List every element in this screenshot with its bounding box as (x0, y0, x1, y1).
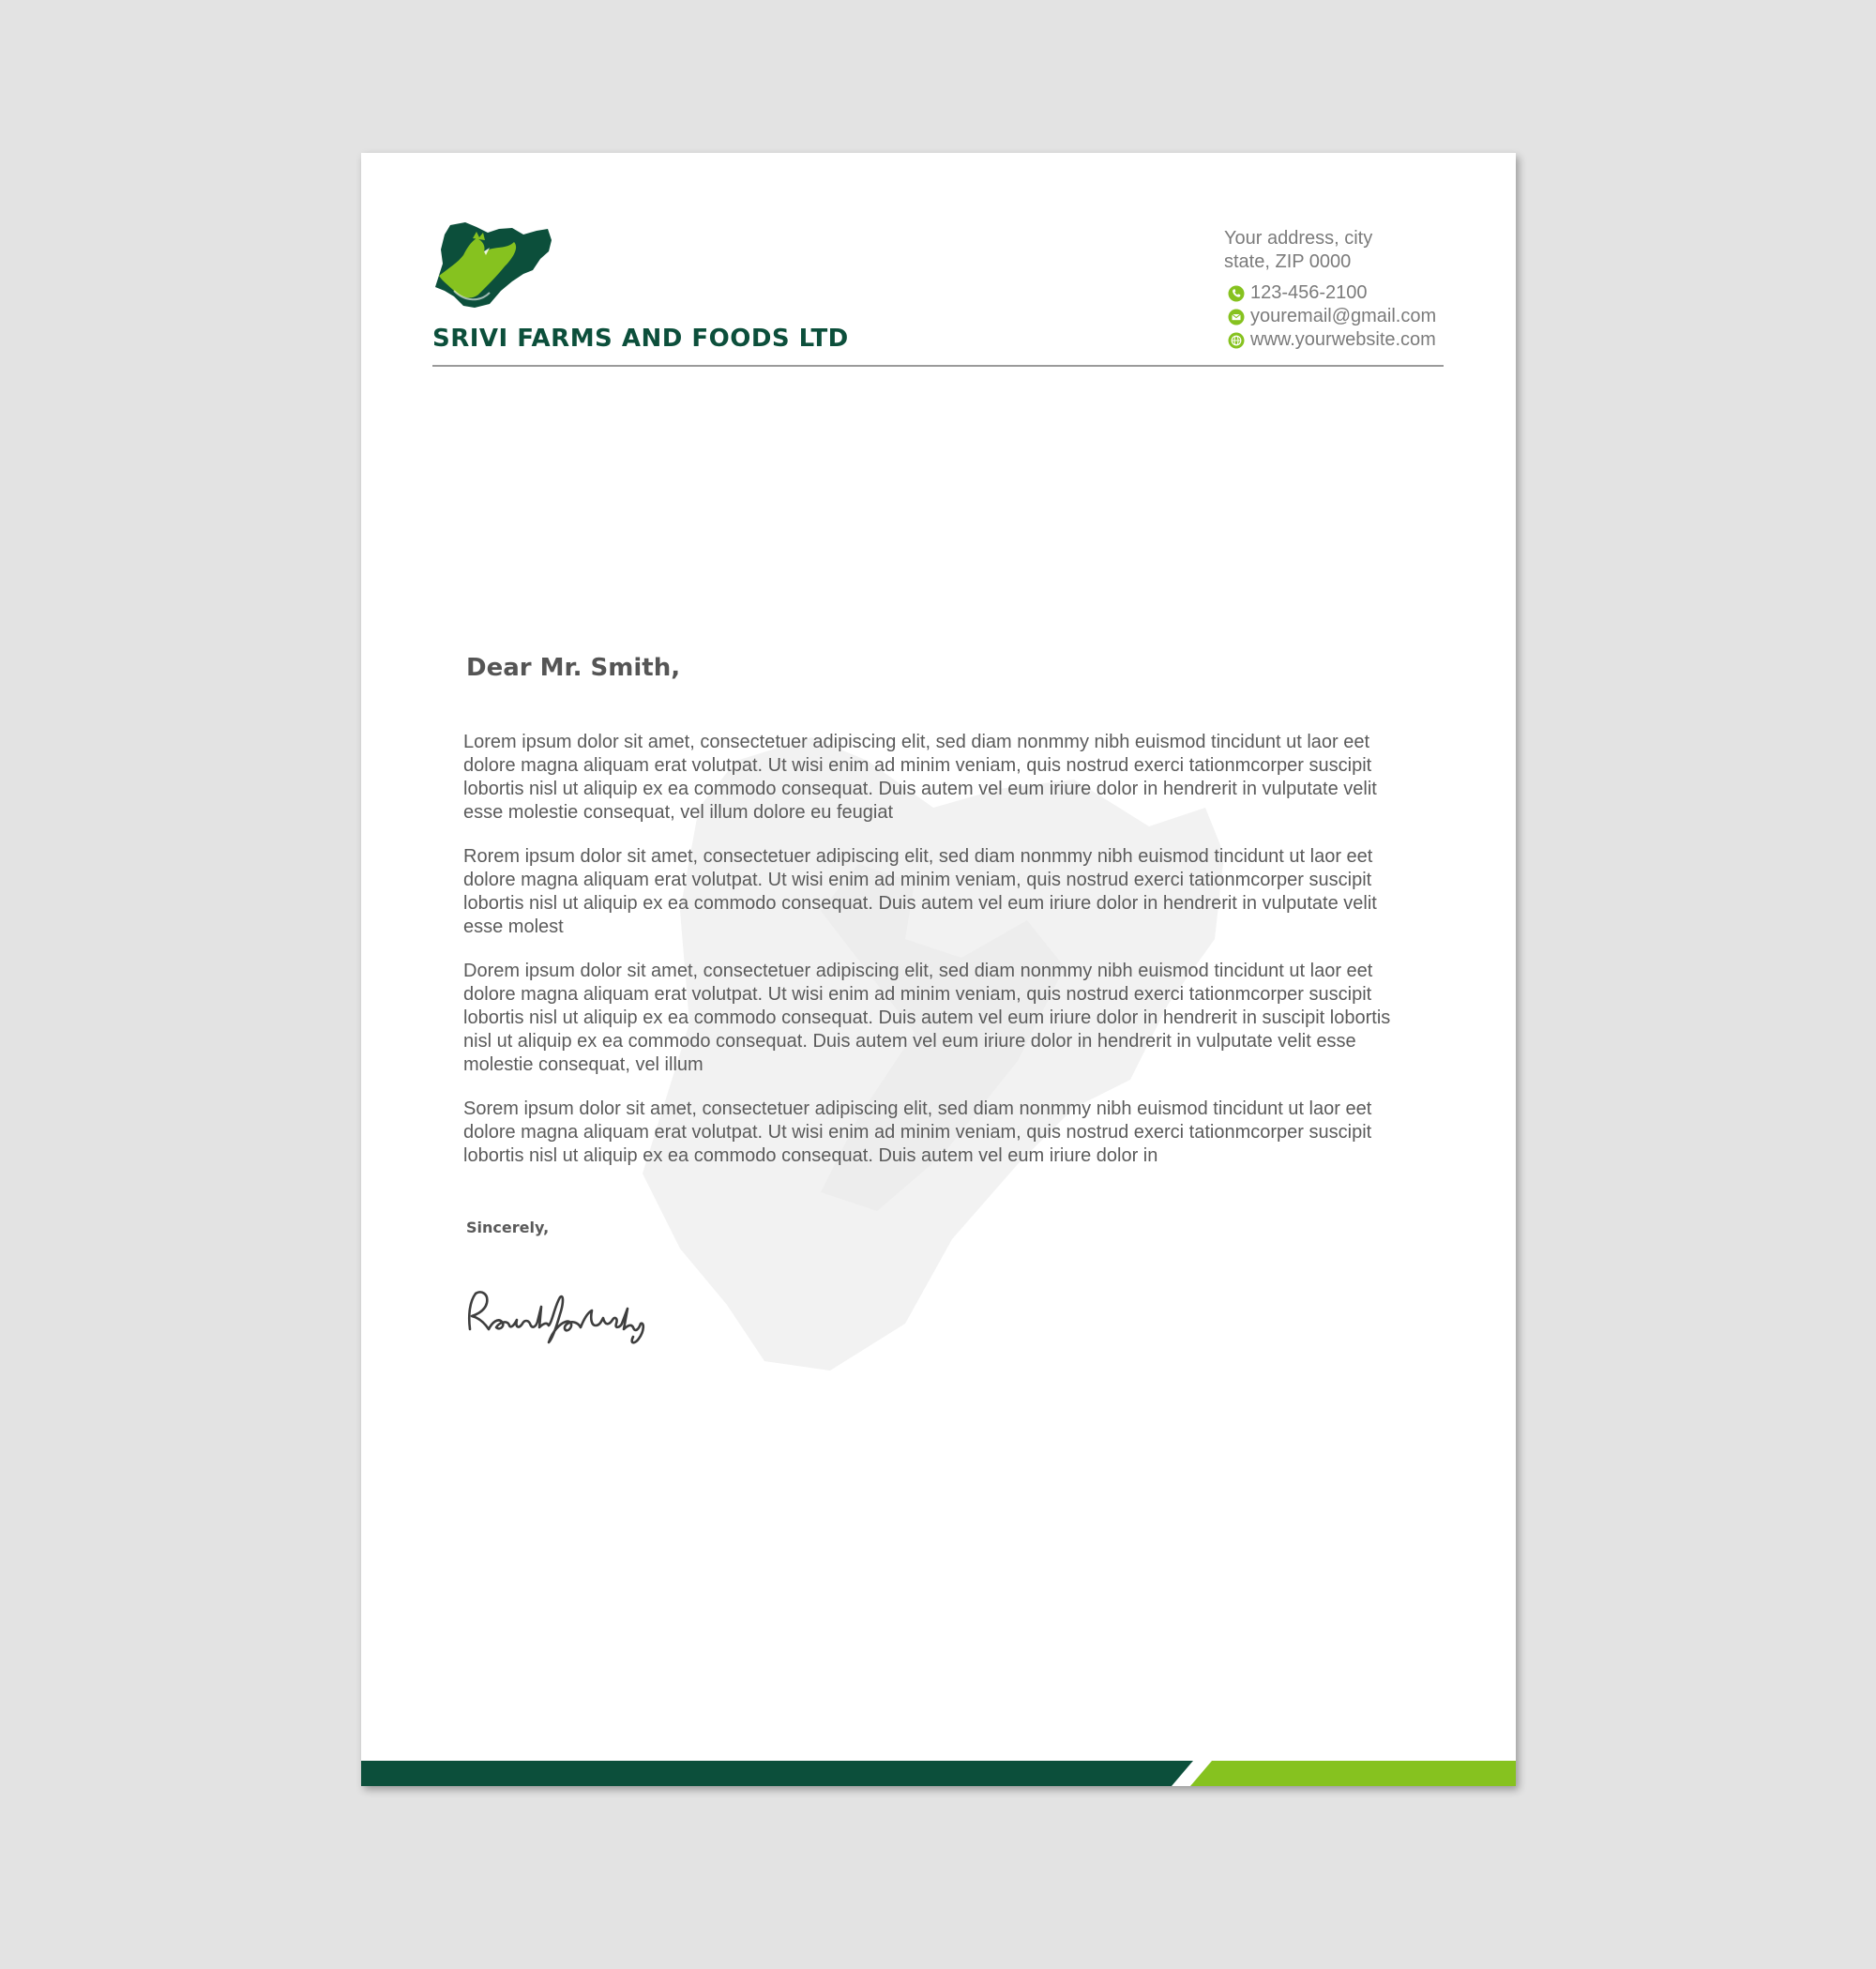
contact-block (1224, 227, 1449, 352)
paragraph-1: Lorem ipsum dolor sit amet, consectetuer adipiscing elit, sed diam nonmmy nibh euismod tincidunt ut laor eet dolore magna aliquam erat volutpat. Ut wisi enim ad minim veniam, quis nostrud exerci tationmcorper suscipit lobortis nisl ut aliquip ex ea commodo consequat. Duis autem vel eum iriure dolor in hendrerit in vulputate velit esse molestie consequat, vel illum dolore eu feugiat (463, 732, 1377, 823)
email-icon (1228, 309, 1245, 326)
phone-icon (1228, 285, 1245, 302)
letter-body (463, 731, 1411, 1189)
closing: Sincerely, (466, 1219, 550, 1236)
header-divider (432, 365, 1444, 367)
signature (462, 1280, 659, 1346)
website-url: www.yourwebsite.com (1250, 329, 1436, 350)
phone-number: 123-456-2100 (1250, 282, 1368, 303)
letterhead-page (361, 153, 1516, 1786)
address-line-1: Your address, city (1224, 228, 1373, 249)
salutation: Dear Mr. Smith, (466, 654, 681, 682)
footer-band (361, 1761, 1516, 1786)
website-line (1224, 328, 1449, 352)
paragraph-3: Dorem ipsum dolor sit amet, consectetuer adipiscing elit, sed diam nonmmy nibh euismod tincidunt ut laor eet dolore magna aliquam erat volutpat. Ut wisi enim ad minim veniam, quis nostrud exerci tationmcorper suscipit lobortis nisl ut aliquip ex ea commodo consequat. Duis autem vel eum iriure dolor in hendrerit in suscipit lobortis nisl ut aliquip ex ea commodo consequat. Duis autem vel eum iriure dolor in hendrerit in vulputate velit esse molestie consequat, vel illum (463, 961, 1391, 1075)
company-name: SRIVI FARMS AND FOODS LTD (432, 325, 849, 353)
paragraph-4: Sorem ipsum dolor sit amet, consectetuer adipiscing elit, sed diam nonmmy nibh euismod tincidunt ut laor eet dolore magna aliquam erat volutpat. Ut wisi enim ad minim veniam, quis nostrud exerci tationmcorper suscipit lobortis nisl ut aliquip ex ea commodo consequat. Duis autem vel eum iriure dolor in (463, 1098, 1372, 1166)
paragraph-2: Rorem ipsum dolor sit amet, consectetuer adipiscing elit, sed diam nonmmy nibh euismod tincidunt ut laor eet dolore magna aliquam erat volutpat. Ut wisi enim ad minim veniam, quis nostrud exerci tationmcorper suscipit lobortis nisl ut aliquip ex ea commodo consequat. Duis autem vel eum iriure dolor in hendrerit in vulputate velit esse molest (463, 846, 1377, 937)
email-line (1224, 305, 1449, 328)
email-address: youremail@gmail.com (1250, 306, 1437, 326)
globe-icon (1228, 332, 1245, 349)
phone-line (1224, 281, 1449, 305)
address-line-2: state, ZIP 0000 (1224, 251, 1352, 272)
nigeria-map-rooster-icon (433, 221, 553, 315)
